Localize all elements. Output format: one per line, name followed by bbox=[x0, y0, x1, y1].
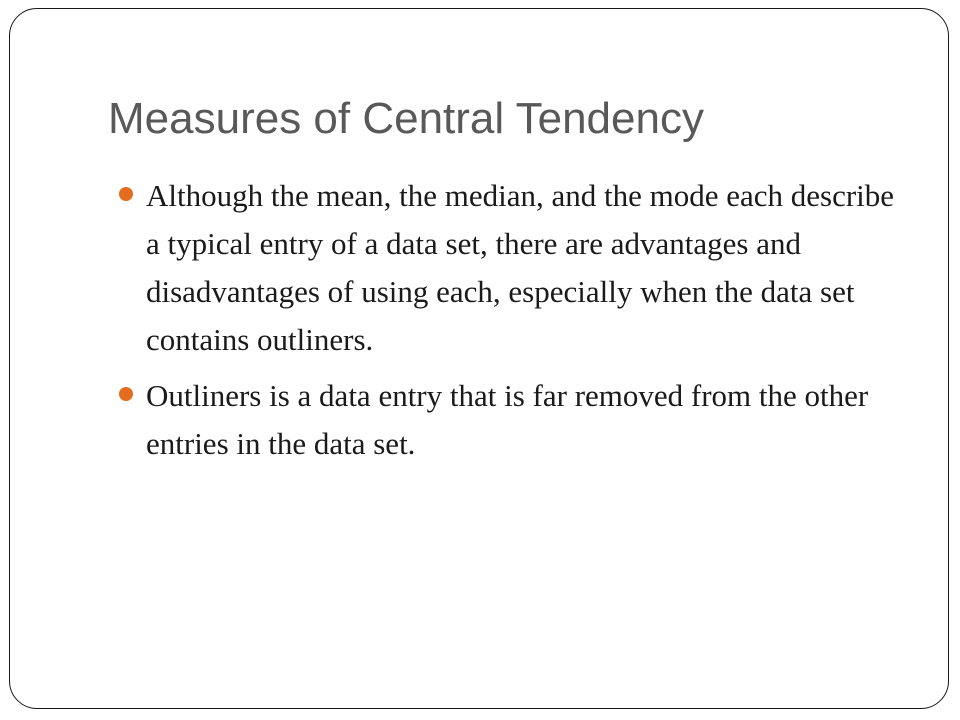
bullet-dot-icon bbox=[119, 387, 133, 401]
bullet-item bbox=[118, 372, 908, 468]
slide-title: Measures of Central Tendency bbox=[108, 94, 704, 143]
bullet-list bbox=[118, 172, 908, 476]
bullet-text: Although the mean, the median, and the mode each describe a typical entry of a data set, there are advantages and disadvantages of using each, especially when the data set contains outliners. bbox=[146, 178, 895, 357]
slide-frame bbox=[9, 8, 949, 709]
bullet-dot-icon bbox=[119, 187, 133, 201]
bullet-item bbox=[118, 172, 908, 364]
bullet-text: Outliners is a data entry that is far removed from the other entries in the data set. bbox=[146, 378, 869, 461]
